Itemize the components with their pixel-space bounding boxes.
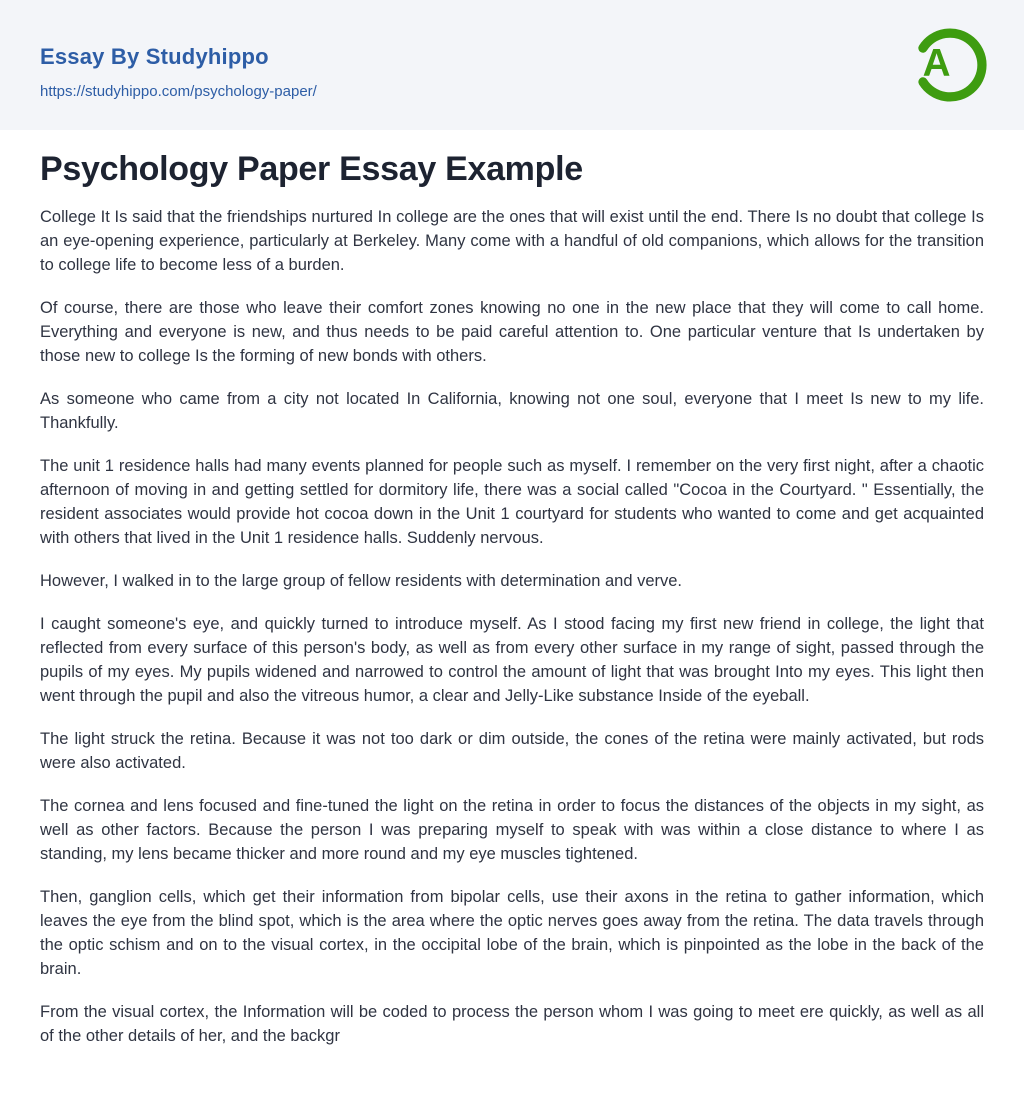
essay-paragraph: I caught someone's eye, and quickly turned to introduce myself. As I stood facing my first new friend in college, the light that reflected from every surface of this person's body, as well as from every other surface in my range of sight, passed through the pupils of my eyes. My pupils widened and narrowed to control the amount of light that was brought Into my eyes. This light then went through the pupil and also the vitreous humor, a clear and Jelly-Like substance Inside of the eyeball.	[40, 615, 984, 705]
essay-source-link[interactable]: Essay By Studyhippo	[40, 44, 269, 69]
essay-paragraph: Of course, there are those who leave their comfort zones knowing no one in the new place that they will come to call home. Everything and everyone is new, and thus needs to be paid careful attention to. One particular venture that Is undertaken by those new to college Is the forming of new bonds with others.	[40, 299, 984, 365]
page-title: Psychology Paper Essay Example	[40, 150, 583, 188]
essay-paragraph: Then, ganglion cells, which get their information from bipolar cells, use their axons in the retina to gather information, which leaves the eye from the blind spot, which is the area where the optic nerves goes away from the retina. The data travels through the optic schism and on to the visual cortex, in the occipital lobe of the brain, which is pinpointed as the lobe in the back of the brain.	[40, 888, 984, 978]
article	[0, 150, 1024, 1048]
essay-paragraph: From the visual cortex, the Information will be coded to process the person whom I was going to meet ere quickly, as well as all of the other details of her, and the backgr	[40, 1003, 984, 1045]
essay-paragraph: The light struck the retina. Because it was not too dark or dim outside, the cones of the retina were mainly activated, but rods were also activated.	[40, 730, 984, 772]
essay-paragraph: College It Is said that the friendships nurtured In college are the ones that will exist until the end. There Is no doubt that college Is an eye-opening experience, particularly at Berkeley. Many come with a handful of old companions, which allows for the transition to college life to become less of a burden.	[40, 208, 984, 274]
essay-paragraph: As someone who came from a city not located In California, knowing not one soul, everyone that I meet Is new to my life. Thankfully.	[40, 390, 984, 432]
header	[0, 0, 1024, 130]
essay-paragraph: However, I walked in to the large group of fellow residents with determination and verve.	[40, 572, 683, 590]
essay-body	[40, 205, 984, 1048]
logo-letter: A	[922, 41, 951, 85]
essay-paragraph: The unit 1 residence halls had many events planned for people such as myself. I remember on the very first night, after a chaotic afternoon of moving in and getting settled for dormitory life, there was a social called "Cocoa in the Courtyard. " Essentially, the resident associates would provide hot cocoa down in the Unit 1 courtyard for students who wanted to come and get acquainted with others that lived in the Unit 1 residence halls. Suddenly nervous.	[40, 457, 984, 547]
studyhippo-logo-icon[interactable]	[908, 22, 992, 108]
essay-paragraph: The cornea and lens focused and fine-tuned the light on the retina in order to focus the distances of the objects in my sight, as well as other factors. Because the person I was preparing myself to speak with was within a close distance to where I as standing, my lens became thicker and more round and my eye muscles tightened.	[40, 797, 984, 863]
essay-url-link[interactable]: https://studyhippo.com/psychology-paper/	[40, 83, 317, 100]
